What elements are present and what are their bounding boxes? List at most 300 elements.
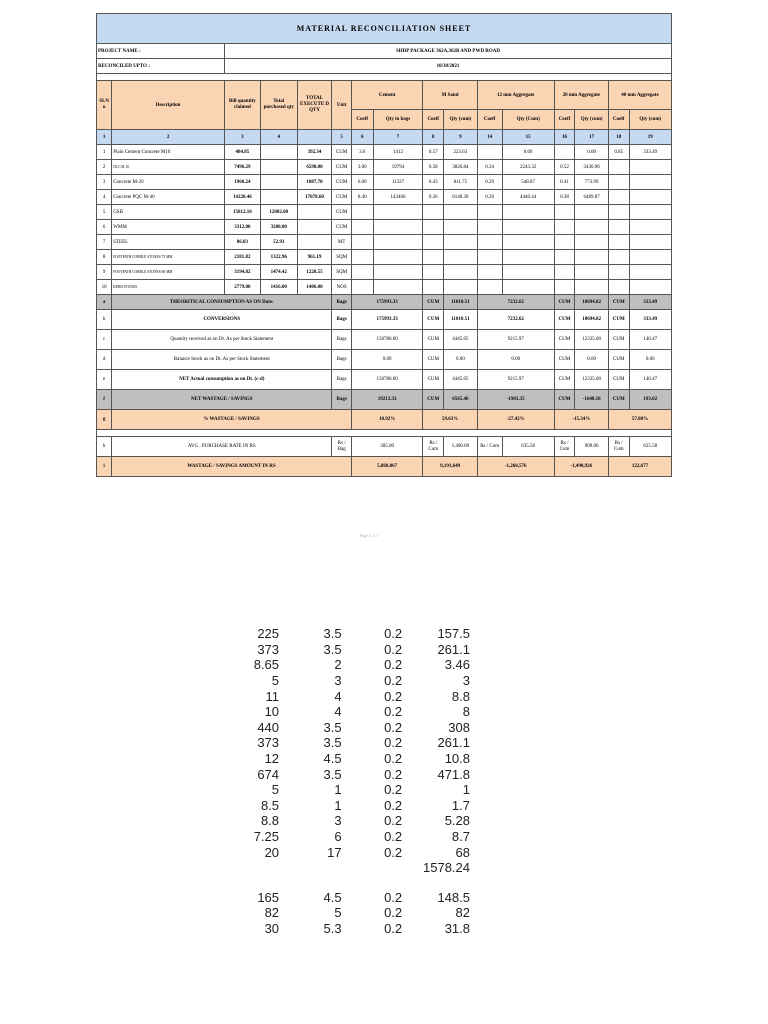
calc-cell: 20 <box>264 844 280 860</box>
summary-value: 0.00 <box>629 350 671 370</box>
summary-value: 10.92% <box>351 410 423 430</box>
calc-cell: 225 <box>257 626 280 642</box>
calc-row <box>230 829 470 845</box>
summary-value: 10694.82 <box>575 310 609 330</box>
agg40-qty <box>629 160 671 175</box>
calc-cell: 261.1 <box>437 735 470 751</box>
item-bill-qty: 1960.24 <box>225 175 261 190</box>
summary-unit: Rs / Bag <box>332 437 352 457</box>
calc-cell: 30 <box>264 920 280 936</box>
calc-cell: 0.2 <box>384 657 403 673</box>
item-bill-qty: 15812.16 <box>225 205 261 220</box>
summary-label: AVG . PURCHASE RATE IN RS <box>112 437 332 457</box>
agg20-qty <box>575 250 609 265</box>
item-unit: CUM <box>332 175 352 190</box>
item-executed-qty: 1406.00 <box>297 280 332 295</box>
calc-cell: 3.5 <box>323 766 342 782</box>
msand-coeff: 0.36 <box>423 190 444 205</box>
item-bill-qty: 3312.00 <box>225 220 261 235</box>
agg40-qty <box>629 250 671 265</box>
reconciled-label: RECONCILED UPTO : <box>97 59 225 74</box>
agg20-qty: 773.99 <box>575 175 609 190</box>
calc-cell-empty <box>279 860 342 876</box>
calc-cell: 0.2 <box>384 797 403 813</box>
column-number: 4 <box>260 130 297 145</box>
msand-qty <box>444 265 478 280</box>
summary-unit: CUM <box>423 330 444 350</box>
calc-cell: 0.2 <box>384 751 403 767</box>
cement-qty-bags <box>373 235 423 250</box>
item-serial: 4 <box>97 190 112 205</box>
summary-unit: Bags <box>332 370 352 390</box>
summary-code: b <box>97 310 112 330</box>
calc-cell: 3.5 <box>323 719 342 735</box>
summary-unit: Rs / Cum <box>423 437 444 457</box>
calc-cell: 165 <box>257 889 280 905</box>
spacer-row <box>97 74 672 81</box>
cement-qty-bags: 19794 <box>373 160 423 175</box>
header-coeff: Coeff <box>554 110 575 130</box>
calc-cell: 0.2 <box>384 905 403 921</box>
calc-cell-empty <box>230 860 279 876</box>
item-executed-qty: 392.34 <box>297 145 332 160</box>
summary-unit: Bags <box>332 390 352 410</box>
item-purchased-qty: 52.93 <box>260 235 297 250</box>
item-unit: MT <box>332 235 352 250</box>
header-sln: SLN o <box>97 81 112 130</box>
column-number: 6 <box>351 130 373 145</box>
item-rows <box>97 145 672 295</box>
calc-cell: 4.5 <box>323 889 342 905</box>
calc-cell: 0.2 <box>384 844 403 860</box>
summary-unit: Bags <box>332 350 352 370</box>
agg12-coeff <box>477 265 502 280</box>
calc-cell: 3 <box>334 813 342 829</box>
summary-code: g <box>97 410 112 430</box>
item-description: FOOTPATH COBBLE STONES 75 MM <box>112 250 225 265</box>
summary-label: Balance Stock as on Dt. As per Stock Statement <box>112 350 332 370</box>
agg12-qty <box>502 250 554 265</box>
calc-gap-cell <box>230 876 470 890</box>
cement-coeff <box>351 205 373 220</box>
reconciled-value: 10/30/2021 <box>225 59 672 74</box>
agg40-coeff <box>608 175 629 190</box>
column-number: 8 <box>423 130 444 145</box>
item-bill-qty: 484.85 <box>225 145 261 160</box>
agg20-qty <box>575 280 609 295</box>
summary-unit: CUM <box>423 390 444 410</box>
item-description: Concrete PQC M-40 <box>112 190 225 205</box>
summary-label: WASTAGE / SAVINGS AMOUNT IN RS <box>112 457 352 477</box>
reconciliation-table <box>96 13 672 477</box>
summary-code: d <box>97 350 112 370</box>
agg20-qty: 3430.96 <box>575 160 609 175</box>
summary-value: 175993.33 <box>351 295 423 310</box>
column-number-row <box>97 130 672 145</box>
header-total-purchased: Total purchased qty <box>260 81 297 130</box>
cement-coeff <box>351 235 373 250</box>
table-row <box>97 175 672 190</box>
summary-value: 140.47 <box>629 330 671 350</box>
calc-cell: 68 <box>455 844 470 860</box>
summary-unit: CUM <box>554 295 575 310</box>
column-number: 14 <box>477 130 502 145</box>
table-row <box>97 280 672 295</box>
calc-cell: 308 <box>448 719 470 735</box>
calc-cell: 8.5 <box>260 797 280 813</box>
header-qty-cum: Qty (cum) <box>629 110 671 130</box>
item-unit: CUM <box>332 220 352 235</box>
agg40-qty <box>629 235 671 250</box>
table-row <box>97 265 672 280</box>
summary-value: 333.49 <box>629 310 671 330</box>
agg20-coeff: 0.38 <box>554 190 575 205</box>
item-purchased-qty: 1322.96 <box>260 250 297 265</box>
calc-row <box>230 844 470 860</box>
summary-code: c <box>97 330 112 350</box>
column-number: 9 <box>444 130 478 145</box>
item-bill-qty: 14220.46 <box>225 190 261 205</box>
summary-label: Quantity received as on Dt. As per Stock Statement <box>112 330 332 350</box>
calc-row <box>230 766 470 782</box>
agg40-qty <box>629 265 671 280</box>
cement-qty-bags <box>373 280 423 295</box>
summary-value: -1,260,576 <box>477 457 554 477</box>
calc-cell: 373 <box>257 641 280 657</box>
agg20-coeff: 0.41 <box>554 175 575 190</box>
calc-cell: 82 <box>264 905 280 921</box>
header-agg12: 12 mm Aggregate <box>477 81 554 110</box>
summary-value: 6565.46 <box>444 390 478 410</box>
column-number: 7 <box>373 130 423 145</box>
item-executed-qty: 6598.00 <box>297 160 332 175</box>
summary-value: 0.00 <box>477 350 554 370</box>
agg12-qty <box>502 280 554 295</box>
item-unit: CUM <box>332 205 352 220</box>
header-qty-bags: Qty in bags <box>373 110 423 130</box>
summary-value: 156780.00 <box>351 330 423 350</box>
calc-cell: 261.1 <box>437 641 470 657</box>
calculation-rows <box>230 626 470 936</box>
summary-value: 10694.82 <box>575 295 609 310</box>
calc-row <box>230 798 470 814</box>
header-bill-qty: Bill quantity claimed <box>225 81 261 130</box>
agg40-coeff: 0.85 <box>608 145 629 160</box>
summary-value: 140.47 <box>629 370 671 390</box>
msand-qty: 811.75 <box>444 175 478 190</box>
calc-cell: 5 <box>334 905 342 921</box>
summary-value: 635.58 <box>629 437 671 457</box>
item-unit: CUM <box>332 190 352 205</box>
agg20-qty: 0.00 <box>575 145 609 160</box>
header-total-executed: TOTAL EXECUTE D QTY <box>297 81 332 130</box>
calculation-table <box>230 626 470 936</box>
item-purchased-qty: 1416.00 <box>260 280 297 295</box>
calc-cell: 8.65 <box>253 657 280 673</box>
summary-unit: CUM <box>554 350 575 370</box>
cement-coeff: 3.00 <box>351 160 373 175</box>
agg20-coeff <box>554 145 575 160</box>
agg20-coeff <box>554 280 575 295</box>
agg12-qty: 2243.32 <box>502 160 554 175</box>
summary-value: 0.00 <box>575 350 609 370</box>
item-serial: 5 <box>97 205 112 220</box>
summary-value: 5,860,067 <box>351 457 423 477</box>
header-coeff: Coeff <box>477 110 502 130</box>
item-executed-qty: 1887.78 <box>297 175 332 190</box>
agg12-coeff: 0.29 <box>477 175 502 190</box>
calc-cell: 0.2 <box>384 920 403 936</box>
calc-total-row <box>230 860 470 876</box>
item-bill-qty: 2181.82 <box>225 250 261 265</box>
summary-value: 11010.51 <box>444 310 478 330</box>
agg40-qty <box>629 175 671 190</box>
msand-qty <box>444 235 478 250</box>
msand-coeff <box>423 265 444 280</box>
summary-unit: CUM <box>423 295 444 310</box>
summary-unit: CUM <box>608 295 629 310</box>
msand-qty: 223.63 <box>444 145 478 160</box>
calc-row <box>230 626 470 642</box>
item-bill-qty: 7496.29 <box>225 160 261 175</box>
calc-cell: 0.2 <box>384 889 403 905</box>
summary-value: -15.34% <box>554 410 608 430</box>
project-value: SHDP PACKAGE 362A,362B AND PWD ROAD <box>225 44 672 59</box>
calc-gap <box>230 876 470 890</box>
summary-unit: Rs / Cum <box>608 437 629 457</box>
calc-cell: 5 <box>271 673 280 689</box>
agg12-coeff: 0.26 <box>477 190 502 205</box>
calc-row <box>230 704 470 720</box>
agg12-qty <box>502 235 554 250</box>
item-purchased-qty <box>260 175 297 190</box>
msand-coeff: 0.43 <box>423 175 444 190</box>
item-unit: SQM <box>332 265 352 280</box>
table-row <box>97 160 672 175</box>
summary-unit: CUM <box>423 310 444 330</box>
agg20-qty: 6489.87 <box>575 190 609 205</box>
summary-unit: CUM <box>423 350 444 370</box>
msand-coeff <box>423 235 444 250</box>
cement-coeff <box>351 280 373 295</box>
calc-row <box>230 905 470 921</box>
summary-value: 1,400.00 <box>444 437 478 457</box>
calc-cell: 3.5 <box>323 626 342 642</box>
summary-value: 57.88% <box>608 410 671 430</box>
cement-coeff <box>351 220 373 235</box>
agg40-coeff <box>608 160 629 175</box>
item-description: Concrete M-20 <box>112 175 225 190</box>
cement-qty-bags <box>373 220 423 235</box>
summary-value: 122,677 <box>608 457 671 477</box>
calc-row <box>230 735 470 751</box>
summary-unit: Rs / Cum <box>554 437 575 457</box>
header-qty-cum: Qty (Cum) <box>502 110 554 130</box>
msand-coeff <box>423 250 444 265</box>
calc-cell: 0.2 <box>384 641 403 657</box>
table-row <box>97 190 672 205</box>
summary-value: 19213.33 <box>351 390 423 410</box>
summary-value: 635.58 <box>502 437 554 457</box>
cement-coeff <box>351 265 373 280</box>
agg12-coeff <box>477 250 502 265</box>
item-purchased-qty: 3208.00 <box>260 220 297 235</box>
item-executed-qty: 17078.60 <box>297 190 332 205</box>
item-purchased-qty <box>260 160 297 175</box>
header-qty-cum: Qty (cum) <box>575 110 609 130</box>
msand-coeff <box>423 280 444 295</box>
agg12-coeff <box>477 280 502 295</box>
column-number <box>297 130 332 145</box>
header-unit: Unit <box>332 81 352 130</box>
summary-unit: CUM <box>608 310 629 330</box>
item-unit: SQM <box>332 250 352 265</box>
item-description: DLC M 10 <box>112 160 225 175</box>
agg20-qty <box>575 220 609 235</box>
calc-cell: 0.2 <box>384 735 403 751</box>
msand-coeff: 0.58 <box>423 160 444 175</box>
header-coeff: Coeff <box>423 110 444 130</box>
summary-code: e <box>97 370 112 390</box>
summary-unit: CUM <box>608 330 629 350</box>
calc-cell: 17 <box>327 844 342 860</box>
calc-cell: 3.5 <box>323 641 342 657</box>
summary-unit: CUM <box>423 370 444 390</box>
cement-qty-bags <box>373 205 423 220</box>
calc-cell: 5.28 <box>444 813 470 829</box>
summary-label: CONVERSIONS <box>112 310 332 330</box>
header-agg40: 40 mm Aggregate <box>608 81 671 110</box>
summary-value: 4445.05 <box>444 370 478 390</box>
calc-cell: 4.5 <box>323 751 342 767</box>
calc-cell: 440 <box>257 719 280 735</box>
column-number: 3 <box>225 130 261 145</box>
item-serial: 6 <box>97 220 112 235</box>
cement-qty-bags: 1412 <box>373 145 423 160</box>
agg12-coeff <box>477 205 502 220</box>
agg20-coeff <box>554 265 575 280</box>
calc-cell: 6 <box>334 829 342 845</box>
summary-value: 909.00 <box>575 437 609 457</box>
summary-value: 156780.00 <box>351 370 423 390</box>
summary-unit: CUM <box>608 350 629 370</box>
agg40-coeff <box>608 265 629 280</box>
msand-qty <box>444 250 478 265</box>
table-row <box>97 145 672 160</box>
agg12-qty <box>502 220 554 235</box>
agg40-qty <box>629 280 671 295</box>
project-label: PROJECT NAME : <box>97 44 225 59</box>
column-number: 16 <box>554 130 575 145</box>
calc-cell: 0.2 <box>384 719 403 735</box>
calc-cell: 471.8 <box>437 766 470 782</box>
calc-cell: 10 <box>264 704 280 720</box>
summary-value: 305.00 <box>351 437 423 457</box>
summary-label: NET Actual consumption as on Dt. (c-d) <box>112 370 332 390</box>
item-description: WMM <box>112 220 225 235</box>
table-row <box>97 220 672 235</box>
summary-unit: CUM <box>554 390 575 410</box>
summary-value: 9,191,649 <box>423 457 477 477</box>
msand-qty: 6148.30 <box>444 190 478 205</box>
item-serial: 1 <box>97 145 112 160</box>
agg20-coeff <box>554 250 575 265</box>
summary-value: 4445.05 <box>444 330 478 350</box>
item-serial: 9 <box>97 265 112 280</box>
agg40-coeff <box>608 220 629 235</box>
calc-cell: 0.2 <box>384 704 403 720</box>
calc-cell: 3.46 <box>444 657 470 673</box>
item-description: FOOTPATH COBBLE STONES 60 MM <box>112 265 225 280</box>
calc-cell: 0.2 <box>384 766 403 782</box>
calc-cell: 0.2 <box>384 829 403 845</box>
agg20-qty <box>575 265 609 280</box>
summary-value: 59.63% <box>423 410 477 430</box>
summary-value: 0.00 <box>351 350 423 370</box>
table-row <box>97 205 672 220</box>
calc-row <box>230 813 470 829</box>
calc-cell: 8.8 <box>260 813 280 829</box>
calc-cell: 12 <box>264 751 280 767</box>
calc-row <box>230 751 470 767</box>
calc-cell: 1 <box>334 797 342 813</box>
table-row <box>97 235 672 250</box>
msand-coeff <box>423 205 444 220</box>
summary-value: 12335.00 <box>575 330 609 350</box>
summary-unit: CUM <box>608 370 629 390</box>
agg12-qty <box>502 205 554 220</box>
agg20-qty <box>575 235 609 250</box>
summary-unit: Bags <box>332 330 352 350</box>
calc-cell: 5 <box>271 782 280 798</box>
agg12-qty: 0.00 <box>502 145 554 160</box>
cement-qty-bags <box>373 265 423 280</box>
summary-value: 7232.62 <box>477 310 554 330</box>
column-number: 2 <box>112 130 225 145</box>
calc-cell: 5.3 <box>323 920 342 936</box>
column-number: 19 <box>629 130 671 145</box>
calc-row <box>230 921 470 937</box>
agg12-coeff: 0.34 <box>477 160 502 175</box>
summary-value: -1,490,926 <box>554 457 608 477</box>
msand-qty <box>444 280 478 295</box>
agg20-coeff <box>554 205 575 220</box>
item-serial: 8 <box>97 250 112 265</box>
summary-unit: CUM <box>554 310 575 330</box>
calc-cell: 3 <box>334 673 342 689</box>
header-cement: Cement <box>351 81 423 110</box>
summary-label: NET WASTAGE / SAVINGS <box>112 390 332 410</box>
agg20-coeff <box>554 220 575 235</box>
item-bill-qty: 3194.82 <box>225 265 261 280</box>
agg12-qty: 548.87 <box>502 175 554 190</box>
summary-code: i <box>97 457 112 477</box>
agg40-qty: 333.49 <box>629 145 671 160</box>
item-unit: CUM <box>332 145 352 160</box>
calc-cell: 2 <box>334 657 342 673</box>
item-purchased-qty <box>260 190 297 205</box>
header-qty-cum: Qty (cum) <box>444 110 478 130</box>
calc-row <box>230 720 470 736</box>
item-purchased-qty: 12002.00 <box>260 205 297 220</box>
calc-cell: 1 <box>334 782 342 798</box>
msand-qty <box>444 220 478 235</box>
item-description: STEEL <box>112 235 225 250</box>
cement-coeff <box>351 250 373 265</box>
summary-value: -1983.35 <box>477 390 554 410</box>
summary-code: f <box>97 390 112 410</box>
calc-cell: 0.2 <box>384 782 403 798</box>
